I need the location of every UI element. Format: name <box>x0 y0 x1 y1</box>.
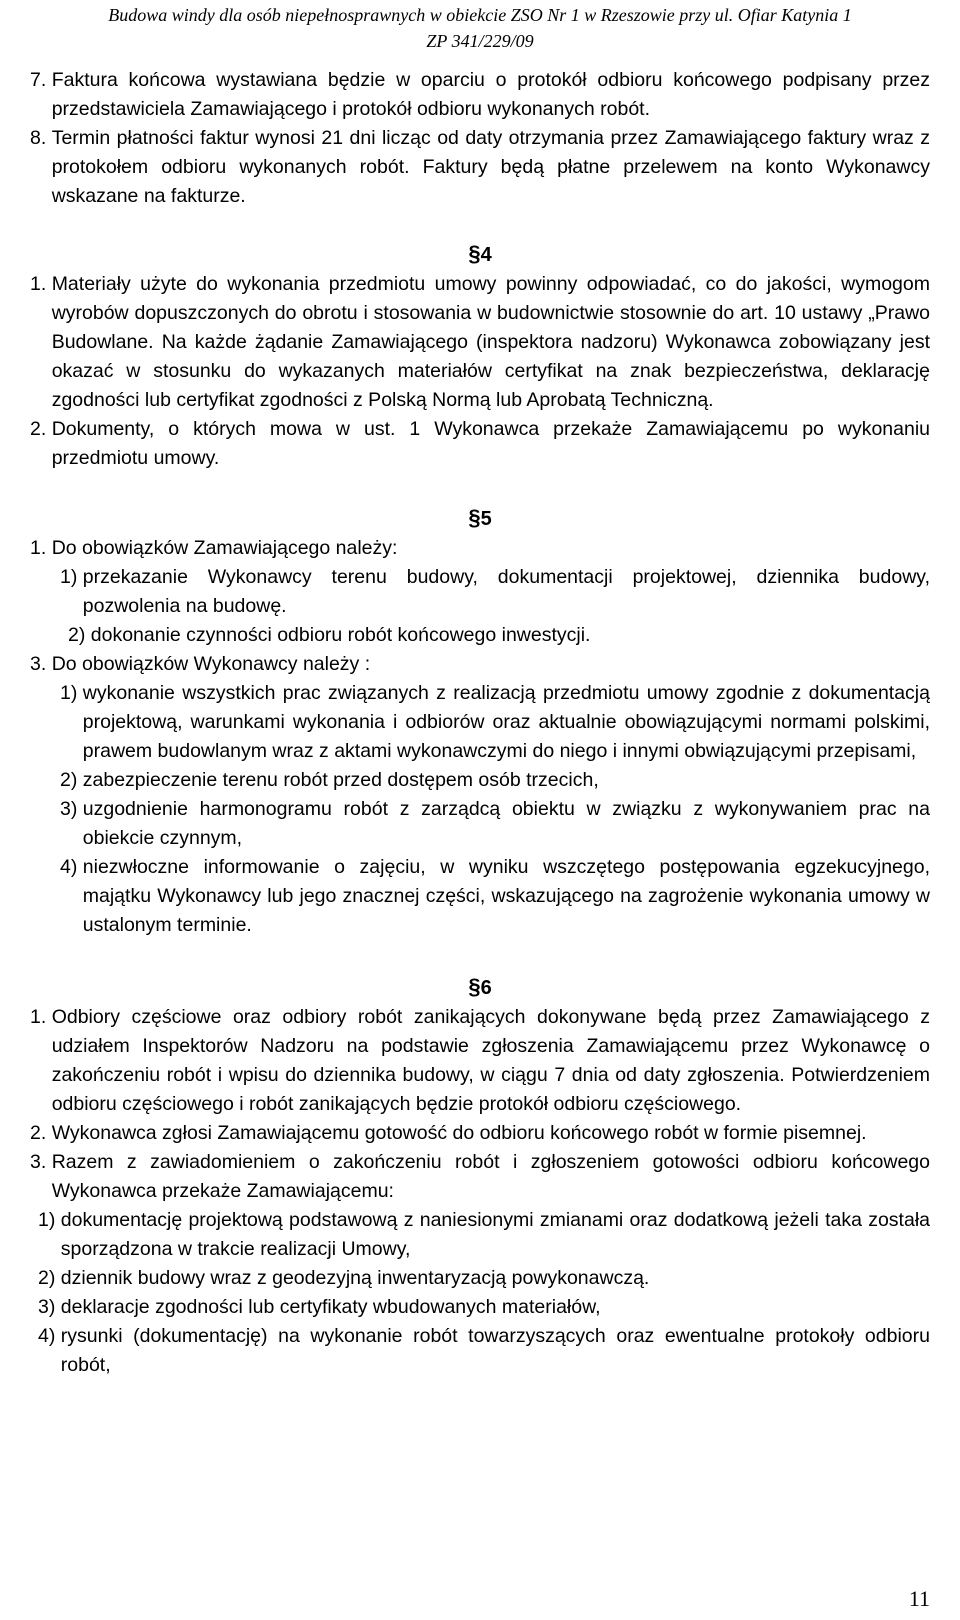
paragraph-text: Faktura końcowa wystawiana będzie w oparciu o protokół odbioru końcowego podpisany przez przedstawiciela Zamawiającego i protokół odbioru wykonanych robót. <box>51 69 930 120</box>
paragraph-text: Do obowiązków Zamawiającego należy: <box>51 537 398 559</box>
sub-text: rysunki (dokumentację) na wykonanie robót towarzyszących oraz ewentualne protokoły odbioru robót, <box>60 1325 930 1376</box>
sub-text: dziennik budowy wraz z geodezyjną inwentaryzacją powykonawczą. <box>60 1267 650 1289</box>
paragraph-text: Materiały użyte do wykonania przedmiotu umowy powinny odpowiadać, co do jakości, wymogom wyrobów dopuszczonych do obrotu i stosowania w budownictwie stosownie do art. 10 ustawy „Prawo Budowlane. Na każde żądanie Zamawiającego (inspektora nadzoru) Wykonawca zobowiązany jest okazać w stosunku do wykazanych materiałów certyfikat na znak bezpieczeństwa, deklarację zgodności lub certyfikat zgodności z Polską Normą lub Aprobatą Techniczną. <box>51 273 930 411</box>
sec6-item-3 <box>30 1148 930 1206</box>
header-title: Budowa windy dla osób niepełnosprawnych w obiekcie ZSO Nr 1 w Rzeszowie przy ul. Ofiar Katynia 1 <box>108 5 852 25</box>
section-sign-icon: § <box>468 241 481 266</box>
sub-number: 2) <box>60 769 83 791</box>
sec5-item-3-sub-4 <box>60 853 930 940</box>
paragraph-number: 1. <box>30 1006 52 1028</box>
page-number: 11 <box>908 1586 930 1611</box>
sec6-item-3-sub-4 <box>38 1322 930 1380</box>
sec4-item-1 <box>30 270 930 415</box>
paragraph-text: Do obowiązków Wykonawcy należy : <box>51 653 371 675</box>
sec6-item-3-sub-2 <box>38 1264 930 1293</box>
section-heading-4: §4 <box>468 241 492 266</box>
sub-text: uzgodnienie harmonogramu robót z zarządcą obiektu w związku z wykonywaniem prac na obiekcie czynnym, <box>82 798 930 849</box>
sec5-item-1-sub-2 <box>60 621 930 650</box>
sub-text: niezwłoczne informowanie o zajęciu, w wyniku wszczętego postępowania egzekucyjnego, majątku Wykonawcy lub jego znacznej części, wskazującego na zagrożenie wykonania umowy w ustalonym terminie. <box>82 856 930 936</box>
paragraph-number: 2. <box>30 418 52 440</box>
paragraph-7 <box>30 66 930 124</box>
sec5-item-3 <box>30 650 930 679</box>
section-sign-icon: § <box>468 974 481 999</box>
sub-number: 1) <box>38 1209 61 1231</box>
sec6-item-2 <box>30 1119 930 1148</box>
section-sign-icon: § <box>468 505 481 530</box>
sub-text: zabezpieczenie terenu robót przed dostępem osób trzecich, <box>82 769 599 791</box>
header-reference: ZP 341/229/09 <box>426 31 534 51</box>
sub-number: 1) <box>60 566 83 588</box>
sec6-item-3-sub-3 <box>38 1293 930 1322</box>
section-heading-6: §6 <box>468 974 492 999</box>
sub-number: 2) <box>68 624 91 646</box>
sub-number: 1) <box>60 682 83 704</box>
sec6-item-3-sub-1 <box>38 1206 930 1264</box>
sec6-item-1 <box>30 1003 930 1119</box>
sub-text: deklaracje zgodności lub certyfikaty wbudowanych materiałów, <box>60 1296 601 1318</box>
paragraph-8 <box>30 124 930 211</box>
sub-text: przekazanie Wykonawcy terenu budowy, dokumentacji projektowej, dziennika budowy, pozwolenia na budowę. <box>82 566 930 617</box>
sec5-item-3-sub-2 <box>60 766 930 795</box>
sec4-item-2 <box>30 415 930 473</box>
paragraph-text: Odbiory częściowe oraz odbiory robót zanikających dokonywane będą przez Zamawiającego z udziałem Inspektorów Nadzoru na podstawie zgłoszenia Zamawiającemu przez Wykonawcę o zakończeniu robót i wpisu do dziennika budowy, w ciągu 7 dnia od daty zgłoszenia. Potwierdzeniem odbioru częściowego i robót zanikających będzie protokół odbioru częściowego. <box>51 1006 930 1115</box>
sec5-item-3-sub-1 <box>60 679 930 766</box>
sub-text: dokumentację projektową podstawową z naniesionymi zmianami oraz dodatkową jeżeli taka została sporządzona w trakcie realizacji Umowy, <box>60 1209 930 1260</box>
paragraph-text: Termin płatności faktur wynosi 21 dni licząc od daty otrzymania przez Zamawiającego faktury wraz z protokołem odbioru wykonanych robót. Faktury będą płatne przelewem na konto Wykonawcy wskazane na fakturze. <box>51 127 930 207</box>
sub-number: 3) <box>38 1296 61 1318</box>
document-body <box>30 66 930 1380</box>
paragraph-number: 3. <box>30 653 52 675</box>
sec5-item-1 <box>30 534 930 563</box>
paragraph-text: Dokumenty, o których mowa w ust. 1 Wykonawca przekaże Zamawiającemu po wykonaniu przedmiotu umowy. <box>51 418 930 469</box>
paragraph-number: 8. <box>30 127 52 149</box>
paragraph-number: 7. <box>30 69 52 91</box>
paragraph-text: Wykonawca zgłosi Zamawiającemu gotowość do odbioru końcowego robót w formie pisemnej. <box>51 1122 867 1144</box>
running-header <box>0 2 960 54</box>
sec5-item-3-sub-3 <box>60 795 930 853</box>
sec5-item-1-sub-1 <box>60 563 930 621</box>
paragraph-number: 1. <box>30 537 52 559</box>
sub-number: 3) <box>60 798 83 820</box>
paragraph-text: Razem z zawiadomieniem o zakończeniu robót i zgłoszeniem gotowości odbioru końcowego Wykonawca przekaże Zamawiającemu: <box>51 1151 930 1202</box>
paragraph-number: 1. <box>30 273 52 295</box>
paragraph-number: 2. <box>30 1122 52 1144</box>
sub-number: 2) <box>38 1267 61 1289</box>
section-heading-5: §5 <box>468 505 492 530</box>
sub-number: 4) <box>60 856 83 878</box>
paragraph-number: 3. <box>30 1151 52 1173</box>
sub-number: 4) <box>38 1325 61 1347</box>
sub-text: dokonanie czynności odbioru robót końcowego inwestycji. <box>90 624 591 646</box>
sub-text: wykonanie wszystkich prac związanych z realizacją przedmiotu umowy zgodnie z dokumentacją projektową, warunkami wykonania i odbiorów oraz aktualnie obowiązującymi normami polskimi, prawem budowlanym wraz z aktami wykonawczymi do niego i innymi obwiązującymi przepisami, <box>82 682 930 762</box>
